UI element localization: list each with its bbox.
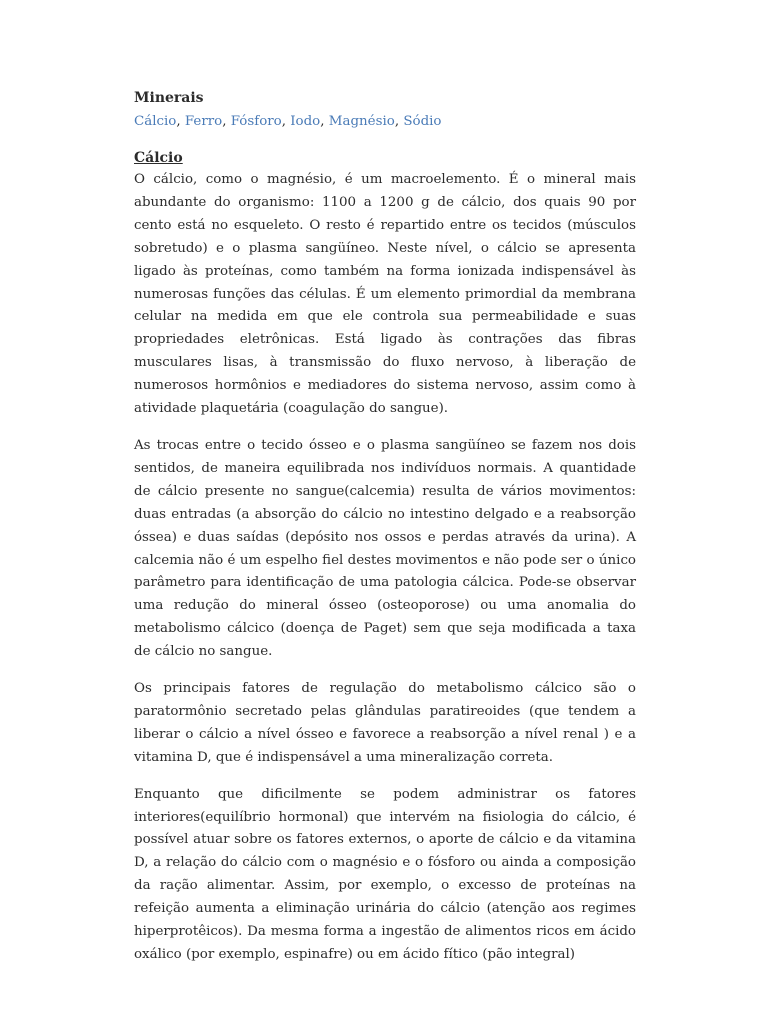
link-ferro[interactable]: Ferro [184,114,223,129]
paragraph-2: As trocas entre o tecido ósseo e o plasma sangüíneo se fazem nos dois sentidos, de maneira equilibrada nos indivíduos normais. A quantidade de cálcio presente no sangue(calcemia) resulta de vários movimentos: duas entradas (a absorção do cálcio no intestino delgado e a reabsorção óssea) e duas saídas (depósito nos ossos e perdas através da urina). A calcemia não é um espelho fiel destes movimentos e não pode ser o único parâmetro para identificação de uma patologia cálcica. Pode-se observar uma redução do mineral ósseo (osteoporose) ou uma anomalia do metabolismo cálcico (doença de Paget) sem que seja modificada a taxa de cálcio no sangue. [134,437,636,660]
link-calcio[interactable]: Cálcio [134,114,177,129]
link-fosforo[interactable]: Fósforo [230,114,282,129]
paragraph-4: Enquanto que dificilmente se podem administrar os fatores interiores(equilíbrio hormonal) que intervém na fisiologia do cálcio, é possível atuar sobre os fatores externos, o aporte de cálcio e da vitamina D, a relação do cálcio com o magnésio e o fósforo ou ainda a composição da ração alimentar. Assim, por exemplo, o excesso de proteínas na refeição aumenta a eliminação urinária do cálcio (atenção aos regimes hiperprotêicos). Da mesma forma a ingestão de alimentos ricos em ácido oxálico (por exemplo, espinafre) ou em ácido fítico (pão integral) [134,786,636,962]
link-separator: , [176,114,185,129]
document-title: Minerais [134,90,204,106]
mineral-links [134,110,636,133]
link-iodo[interactable]: Iodo [290,114,321,129]
link-separator: , [394,114,404,129]
section-heading-calcio: Cálcio [134,150,183,166]
link-separator: , [320,114,329,129]
paragraph-3: Os principais fatores de regulação do metabolismo cálcico são o paratormônio secretado pelas glândulas paratireoides (que tendem a liberar o cálcio a nível ósseo e favorece a reabsorção a nível renal ) e a vitamina D, que é indispensável a uma mineralização correta. [134,681,636,765]
paragraph-1: O cálcio, como o magnésio, é um macroelemento. É o mineral mais abundante do organismo: 1100 a 1200 g de cálcio, dos quais 90 por cento está no esqueleto. O resto é repartido entre os tecidos (músculos sobretudo) e o plasma sangüíneo. Neste nível, o cálcio se apresenta ligado às proteínas, como também na forma ionizada indispensável às numerosas funções das células. É um elemento primordial da membrana celular na medida em que ele controla sua permeabilidade e suas propriedades eletrônicas. Está ligado às contrações das fibras musculares lisas, à transmissão do fluxo nervoso, à liberação de numerosos hormônios e mediadores do sistema nervoso, assim como à atividade plaquetária (coagulação do sangue). [134,172,636,417]
link-magnesio[interactable]: Magnésio [328,114,395,129]
link-sodio[interactable]: Sódio [403,114,442,129]
document-page [134,88,636,981]
link-separator: , [281,114,291,129]
link-separator: , [222,114,231,129]
